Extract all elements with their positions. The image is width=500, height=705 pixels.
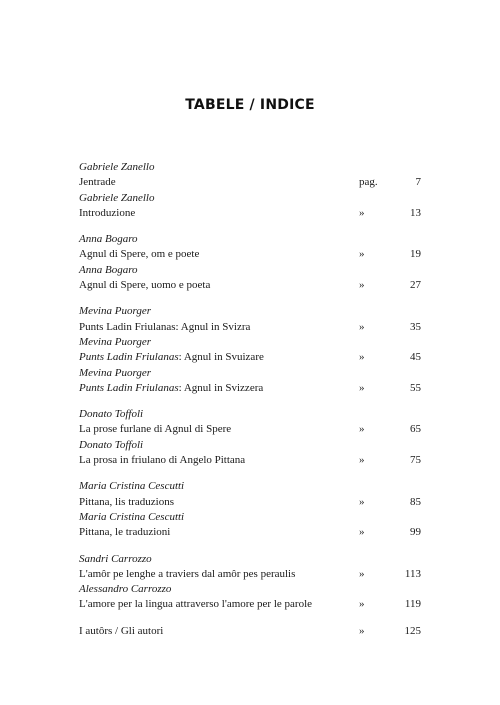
entry-page-number: 75: [410, 454, 421, 467]
page-title: TABELE / INDICE: [185, 97, 315, 113]
entry-author: Maria Cristina Cescutti: [79, 510, 185, 523]
entry-ref: »: [359, 381, 365, 394]
entry-title: I autôrs / Gli autori: [79, 624, 164, 637]
toc-entry: [79, 335, 421, 366]
entry-author: Mevina Puorger: [79, 305, 151, 318]
entry-ref: »: [359, 423, 365, 436]
entry-title: Pittana, le traduzioni: [79, 526, 171, 539]
toc-entry: [79, 582, 421, 613]
toc-entry: [79, 510, 421, 541]
entry-ref: »: [359, 248, 365, 261]
entry-title: Jentrade: [79, 176, 116, 189]
entry-title: [79, 381, 359, 396]
toc-group: [79, 232, 421, 293]
toc-group: [79, 160, 421, 221]
toc-entry: [79, 232, 421, 263]
entry-title: La prosa in friulano di Angelo Pittana: [79, 454, 246, 467]
entry-author: Gabriele Zanello: [79, 191, 155, 204]
entry-title: Agnul di Spere, uomo e poeta: [79, 279, 211, 292]
entry-title-italic: Punts Ladin Friulanas: [79, 351, 179, 364]
entry-ref: »: [359, 495, 365, 508]
entry-page-number: 27: [410, 279, 421, 292]
toc-entry: [79, 366, 421, 397]
entry-ref: »: [359, 454, 365, 467]
entry-title: Introduzione: [79, 206, 136, 219]
entry-page-number: 113: [404, 567, 421, 580]
toc-entry: [79, 160, 421, 191]
entry-title: L'amore per la lingua attraverso l'amore per le parole: [79, 598, 313, 611]
entry-page-number: 19: [410, 248, 421, 261]
entry-page-number: 85: [410, 495, 421, 508]
entry-author: Maria Cristina Cescutti: [79, 480, 185, 493]
entry-title: Agnul di Spere, om e poete: [79, 248, 200, 261]
entry-ref: »: [359, 567, 365, 580]
toc-group: [79, 552, 421, 613]
entry-title: Pittana, lis traduzions: [79, 495, 175, 508]
entry-author: Gabriele Zanello: [79, 161, 155, 173]
toc-entry: [79, 304, 421, 335]
entry-ref: »: [359, 598, 365, 611]
toc-entry: [79, 479, 421, 510]
entry-page-number: 7: [415, 176, 421, 189]
entry-page-number: 65: [410, 423, 421, 436]
entry-author: Sandri Carrozzo: [79, 552, 152, 565]
entry-author: Anna Bogaro: [79, 233, 138, 246]
toc-entry: [79, 552, 421, 583]
entry-title: La prose furlane di Agnul di Spere: [79, 423, 232, 436]
entry-author: Mevina Puorger: [79, 366, 151, 379]
entry-author: Anna Bogaro: [79, 263, 138, 276]
toc-entry: [79, 624, 421, 639]
toc-entry: [79, 438, 421, 469]
toc-group: [79, 304, 421, 396]
entry-author: Mevina Puorger: [79, 335, 151, 348]
toc-group: [79, 407, 421, 468]
entry-ref: »: [359, 279, 365, 292]
toc-entry: [79, 407, 421, 438]
entry-page-number: 55: [410, 381, 421, 394]
entry-title: Punts Ladin Friulanas: Agnul in Svizra: [79, 320, 251, 333]
toc-group: [79, 624, 421, 639]
entry-title-italic: Punts Ladin Friulanas: [79, 381, 179, 394]
entry-page-number: 99: [410, 526, 421, 539]
entry-page-number: 45: [410, 351, 421, 364]
toc-entry: [79, 191, 421, 222]
table-of-contents: [79, 160, 421, 650]
entry-ref: »: [359, 526, 365, 539]
entry-page-number: 13: [410, 206, 421, 219]
entry-ref: »: [359, 351, 365, 364]
toc-entry: [79, 263, 421, 294]
entry-ref: »: [359, 320, 365, 333]
entry-page-number: 125: [404, 624, 421, 637]
entry-ref: »: [359, 206, 365, 219]
entry-ref: »: [359, 624, 365, 637]
entry-author: Alessandro Carrozzo: [79, 583, 172, 596]
entry-title-rest: : Agnul in Svizzera: [178, 381, 264, 394]
entry-page-number: 119: [404, 598, 421, 611]
entry-ref: pag.: [359, 176, 378, 189]
entry-author: Donato Toffoli: [79, 438, 144, 451]
entry-author: Donato Toffoli: [79, 408, 144, 421]
entry-title-rest: : Agnul in Svuizare: [178, 351, 264, 364]
toc-group: [79, 479, 421, 540]
entry-page-number: 35: [410, 320, 421, 333]
entry-title: [79, 350, 359, 365]
entry-title: L'amôr pe lenghe a traviers dal amôr pes peraulis: [79, 567, 296, 580]
